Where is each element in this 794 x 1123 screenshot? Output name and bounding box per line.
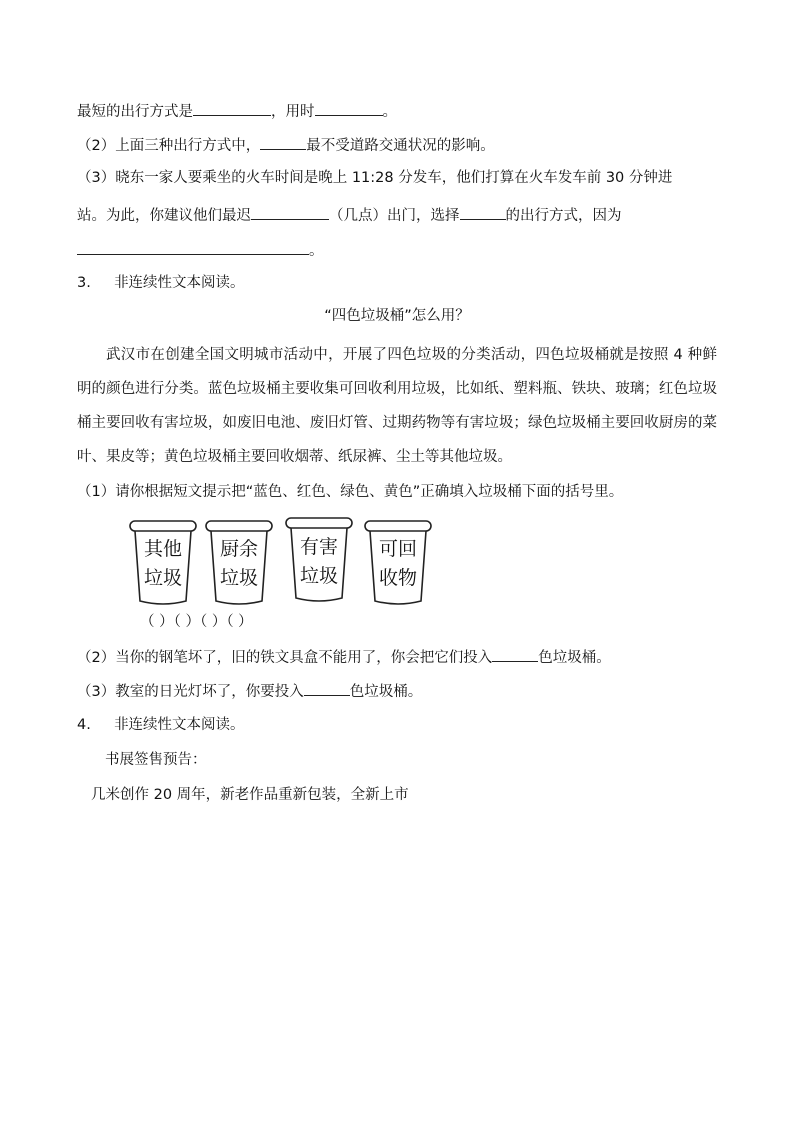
bin-label-hazardous: [289, 533, 349, 591]
q2-line1-end: 。: [382, 104, 397, 120]
answer-blank[interactable]: [260, 134, 306, 150]
q2-sub3-end: 。: [309, 243, 324, 259]
bin-label-line: 有害: [299, 536, 338, 558]
q4-heading: [77, 715, 245, 735]
q2-sub3-line1: （3）晓东一家人要乘坐的火车时间是晚上 11:28 分发车，他们打算在火车发车前 30 分钟进: [77, 170, 673, 186]
q3-sub3-after: 色垃圾桶。: [349, 684, 423, 700]
bin-label-line: 垃圾: [219, 567, 258, 589]
answer-blank[interactable]: [251, 204, 329, 220]
bin-label-other: [133, 535, 193, 593]
q3-sub3-text: （3）教室的日光灯坏了，你要投入: [77, 684, 304, 700]
q2-line1-text: 最短的出行方式是: [77, 104, 193, 120]
bin-label-recyclable: [368, 535, 428, 593]
q3-sub2-text: （2）当你的钢笔坏了，旧的铁文具盒不能用了，你会把它们投入: [77, 650, 493, 666]
answer-blank[interactable]: [193, 100, 271, 116]
q4-line1: 书展签售预告：: [105, 752, 207, 768]
q2-sub3-a: 站。为此，你建议他们最迟: [77, 208, 251, 224]
q4-line2: 几米创作 20 周年，新老作品重新包装，全新上市: [91, 787, 409, 803]
q2-sub2-text: （2）上面三种出行方式中，: [77, 138, 261, 154]
q3-sub1: （1）请你根据短文提示把“蓝色、红色、绿色、黄色”正确填入垃圾桶下面的括号里。: [77, 484, 624, 500]
q2-sub3-b: （几点）出门，选择: [329, 208, 460, 224]
bin-label-line: 可回: [378, 538, 417, 560]
q3-heading: [77, 273, 245, 293]
bin-label-line: 收物: [378, 567, 417, 589]
answer-blank[interactable]: [315, 100, 383, 116]
q3-sub2: [77, 646, 611, 668]
question-heading: 非连续性文本阅读。: [114, 717, 245, 733]
q2-sub3-line2: [77, 204, 622, 226]
q2-line1: [77, 100, 397, 122]
bin-label-line: 厨余: [219, 538, 258, 560]
q2-sub2-after: 最不受道路交通状况的影响。: [306, 138, 495, 154]
q2-sub3-c: 的出行方式，因为: [505, 208, 622, 224]
answer-blank[interactable]: [77, 239, 309, 255]
bin-label-line: 垃圾: [143, 567, 182, 589]
answer-blank[interactable]: [492, 646, 538, 662]
q2-sub3-line3: [77, 239, 324, 261]
bin-label-kitchen: [209, 535, 269, 593]
question-heading: 非连续性文本阅读。: [114, 275, 245, 291]
answer-blank[interactable]: [460, 204, 506, 220]
q2-line1-mid: ，用时: [271, 104, 315, 120]
bin-label-line: 其他: [143, 538, 182, 560]
answer-parentheses[interactable]: （ ）（ ）（ ）（ ）: [140, 614, 253, 630]
bin-label-line: 垃圾: [299, 565, 338, 587]
answer-blank[interactable]: [304, 680, 350, 696]
q3-sub2-after: 色垃圾桶。: [538, 650, 611, 666]
passage-paragraph: 武汉市在创建全国文明城市活动中，开展了四色垃圾的分类活动，四色垃圾桶就是按照 4 种鲜明的颜色进行分类。蓝色垃圾桶主要收集可回收利用垃圾，比如纸、塑料瓶、铁块、玻璃；红色垃圾桶主要回收有害垃圾，如废旧电池、废旧灯管、过期药物等有害垃圾；绿色垃圾桶主要回收厨房的菜叶、果皮等；黄色垃圾桶主要回收烟蒂、纸尿裤、尘土等其他垃圾。: [77, 347, 717, 465]
question-number: 4.: [77, 717, 91, 733]
q2-sub2: [77, 134, 495, 156]
passage-title: “四色垃圾桶”怎么用？: [324, 308, 470, 324]
question-number: 3.: [77, 275, 91, 291]
q3-sub3: [77, 680, 422, 702]
